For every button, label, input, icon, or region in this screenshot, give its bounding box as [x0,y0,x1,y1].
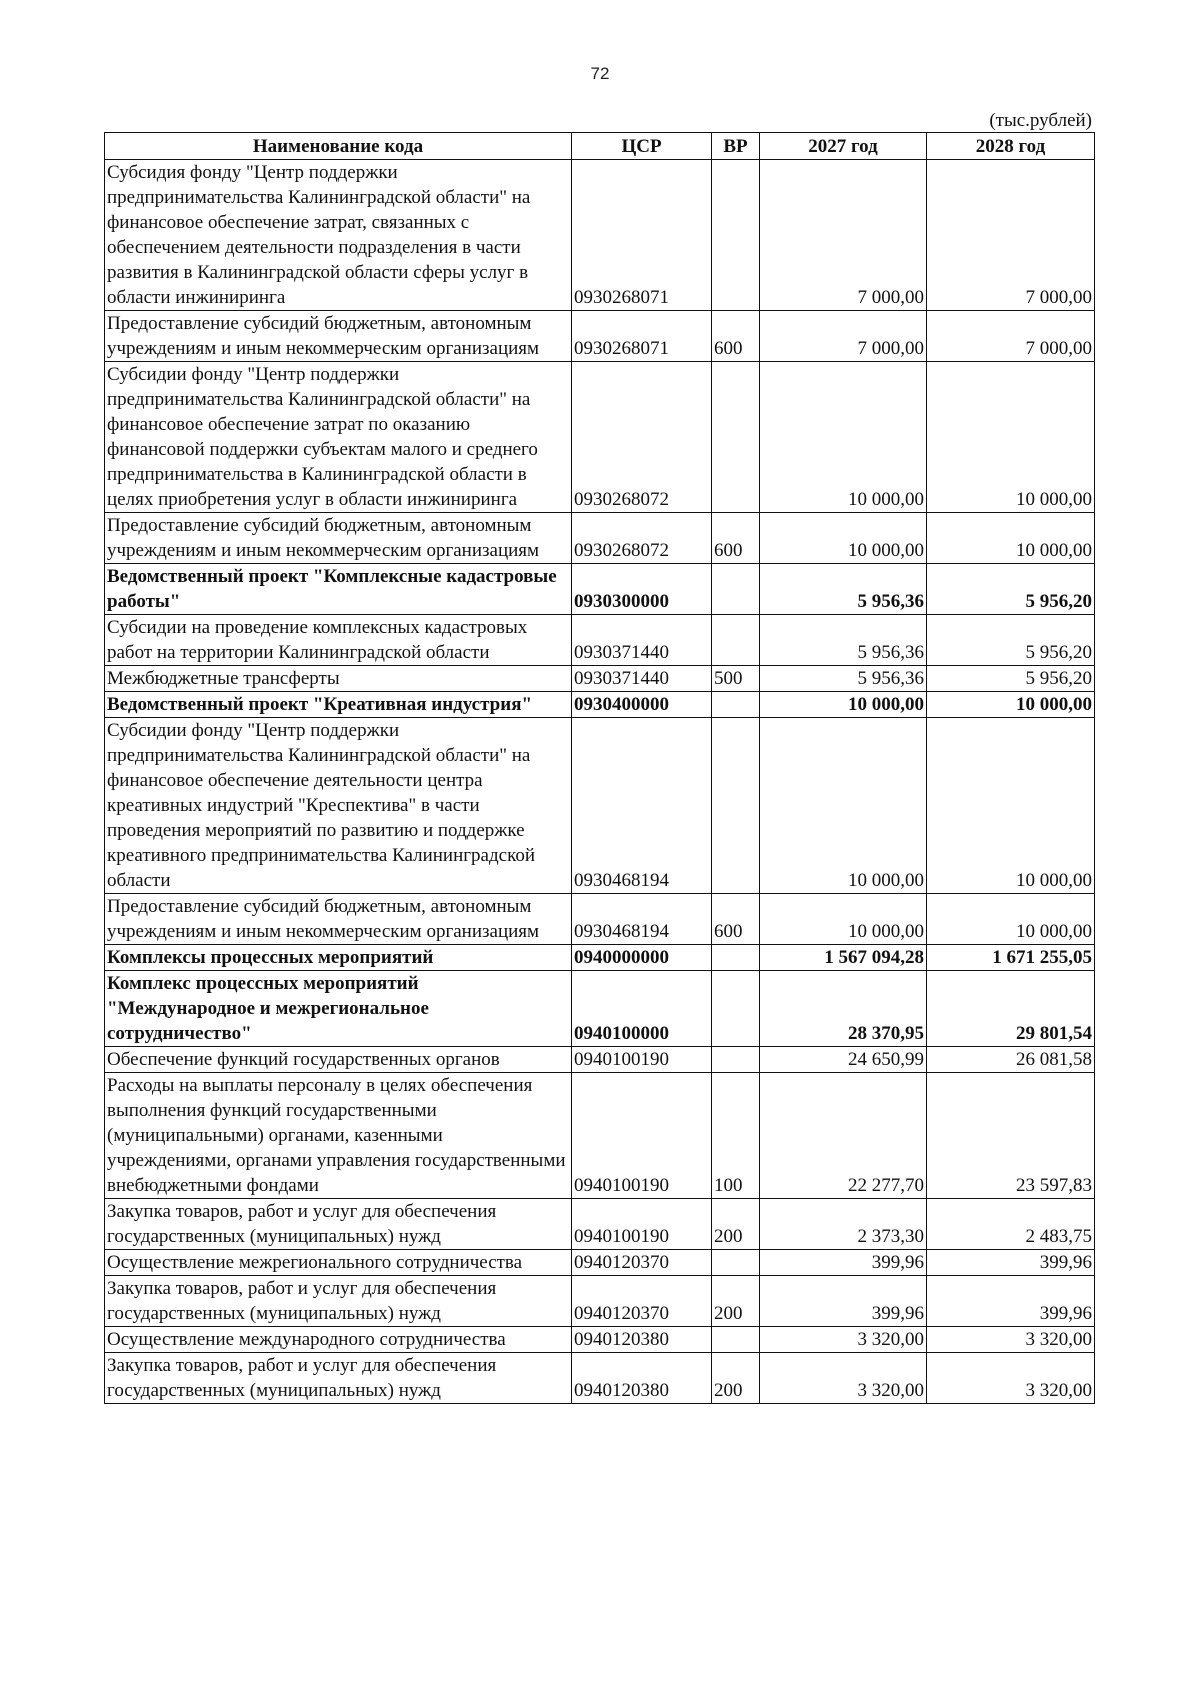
row-name-cell: Предоставление субсидий бюджетным, автономным учреждениям и иным некоммерческим организациям [105,513,572,564]
table-row [105,513,1095,564]
row-2028-cell: 3 320,00 [927,1327,1095,1353]
row-2027-cell: 10 000,00 [760,718,927,894]
row-2028-cell: 1 671 255,05 [927,945,1095,971]
row-vr-cell: 200 [712,1276,760,1327]
row-vr-cell [712,1250,760,1276]
row-2028-cell: 26 081,58 [927,1047,1095,1073]
row-2028-cell: 3 320,00 [927,1353,1095,1404]
header-name: Наименование кода [105,133,572,160]
row-2028-cell: 5 956,20 [927,666,1095,692]
row-2027-cell: 10 000,00 [760,692,927,718]
row-vr-cell [712,718,760,894]
table-row [105,666,1095,692]
row-2027-cell: 399,96 [760,1250,927,1276]
table-row [105,311,1095,362]
row-2028-cell: 2 483,75 [927,1199,1095,1250]
table-row [105,1353,1095,1404]
row-vr-cell: 100 [712,1073,760,1199]
row-2028-cell: 10 000,00 [927,894,1095,945]
table-row [105,894,1095,945]
row-csr-cell: 0940120370 [572,1250,712,1276]
row-name-cell: Обеспечение функций государственных органов [105,1047,572,1073]
table-row [105,160,1095,311]
row-csr-cell: 0940120370 [572,1276,712,1327]
row-name-cell: Субсидии фонду "Центр поддержки предпринимательства Калининградской области" на финансовое обеспечение затрат по оказанию финансовой поддержки субъектам малого и среднего предпринимательства в Калининградской области в целях приобретения услуг в области инжиниринга [105,362,572,513]
row-csr-cell: 0940120380 [572,1327,712,1353]
row-2028-cell: 399,96 [927,1276,1095,1327]
units-label: (тыс.рублей) [989,110,1092,131]
row-csr-cell: 0940000000 [572,945,712,971]
row-csr-cell: 0930468194 [572,894,712,945]
row-csr-cell: 0940120380 [572,1353,712,1404]
page-number: 72 [590,64,610,83]
row-csr-cell: 0940100190 [572,1199,712,1250]
row-name-cell: Комплекс процессных мероприятий "Международное и межрегиональное сотрудничество" [105,971,572,1047]
table-row [105,1047,1095,1073]
row-2027-cell: 3 320,00 [760,1327,927,1353]
row-2027-cell: 5 956,36 [760,564,927,615]
row-name-cell: Межбюджетные трансферты [105,666,572,692]
row-vr-cell: 600 [712,311,760,362]
row-2027-cell: 10 000,00 [760,362,927,513]
row-vr-cell [712,692,760,718]
row-2027-cell: 24 650,99 [760,1047,927,1073]
row-2027-cell: 7 000,00 [760,311,927,362]
table-row [105,362,1095,513]
row-2028-cell: 399,96 [927,1250,1095,1276]
row-name-cell: Расходы на выплаты персоналу в целях обеспечения выполнения функций государственными (муниципальными) органами, казенными учреждениями, органами управления государственными внебюджетными фондами [105,1073,572,1199]
row-csr-cell: 0930268072 [572,362,712,513]
row-2027-cell: 28 370,95 [760,971,927,1047]
row-2027-cell: 399,96 [760,1276,927,1327]
row-csr-cell: 0940100190 [572,1047,712,1073]
row-name-cell: Ведомственный проект "Креативная индустрия" [105,692,572,718]
row-vr-cell [712,362,760,513]
row-vr-cell: 600 [712,894,760,945]
row-vr-cell [712,1047,760,1073]
row-name-cell: Субсидии на проведение комплексных кадастровых работ на территории Калининградской области [105,615,572,666]
row-2028-cell: 10 000,00 [927,362,1095,513]
table-row [105,692,1095,718]
row-vr-cell: 200 [712,1199,760,1250]
row-vr-cell: 500 [712,666,760,692]
row-name-cell: Закупка товаров, работ и услуг для обеспечения государственных (муниципальных) нужд [105,1276,572,1327]
row-name-cell: Осуществление международного сотрудничества [105,1327,572,1353]
row-name-cell: Закупка товаров, работ и услуг для обеспечения государственных (муниципальных) нужд [105,1353,572,1404]
table-row [105,1199,1095,1250]
row-2028-cell: 23 597,83 [927,1073,1095,1199]
row-csr-cell: 0930371440 [572,615,712,666]
row-2028-cell: 29 801,54 [927,971,1095,1047]
row-2028-cell: 7 000,00 [927,160,1095,311]
table-body [105,160,1095,1404]
row-2027-cell: 10 000,00 [760,513,927,564]
row-2027-cell: 3 320,00 [760,1353,927,1404]
table-row [105,1276,1095,1327]
row-name-cell: Комплексы процессных мероприятий [105,945,572,971]
table-row [105,1327,1095,1353]
row-csr-cell: 0930268072 [572,513,712,564]
row-vr-cell: 200 [712,1353,760,1404]
table-row [105,718,1095,894]
row-csr-cell: 0930468194 [572,718,712,894]
row-csr-cell: 0930268071 [572,160,712,311]
row-name-cell: Субсидии фонду "Центр поддержки предпринимательства Калининградской области" на финансовое обеспечение деятельности центра креативных индустрий "Креспектива" в части проведения мероприятий по развитию и поддержке креативного предпринимательства Калининградской области [105,718,572,894]
table-row [105,615,1095,666]
table-row [105,945,1095,971]
row-csr-cell: 0940100190 [572,1073,712,1199]
row-name-cell: Предоставление субсидий бюджетным, автономным учреждениям и иным некоммерческим организациям [105,894,572,945]
row-2027-cell: 7 000,00 [760,160,927,311]
row-vr-cell [712,971,760,1047]
header-csr: ЦСР [572,133,712,160]
header-2028: 2028 год [927,133,1095,160]
row-2027-cell: 5 956,36 [760,615,927,666]
row-2028-cell: 5 956,20 [927,615,1095,666]
row-2028-cell: 7 000,00 [927,311,1095,362]
row-2028-cell: 10 000,00 [927,692,1095,718]
row-vr-cell [712,564,760,615]
table-row [105,971,1095,1047]
row-2027-cell: 22 277,70 [760,1073,927,1199]
row-vr-cell: 600 [712,513,760,564]
row-vr-cell [712,160,760,311]
row-2028-cell: 5 956,20 [927,564,1095,615]
row-name-cell: Субсидия фонду "Центр поддержки предпринимательства Калининградской области" на финансовое обеспечение затрат, связанных с обеспечением деятельности подразделения в части развития в Калининградской области сферы услуг в области инжиниринга [105,160,572,311]
row-vr-cell [712,945,760,971]
header-2027: 2027 год [760,133,927,160]
row-name-cell: Предоставление субсидий бюджетным, автономным учреждениям и иным некоммерческим организациям [105,311,572,362]
row-name-cell: Осуществление межрегионального сотрудничества [105,1250,572,1276]
table-row [105,1073,1095,1199]
row-csr-cell: 0930371440 [572,666,712,692]
row-vr-cell [712,1327,760,1353]
table-header-row [105,133,1095,160]
row-2027-cell: 1 567 094,28 [760,945,927,971]
table-row [105,1250,1095,1276]
budget-table [104,132,1095,1404]
table-row [105,564,1095,615]
row-name-cell: Ведомственный проект "Комплексные кадастровые работы" [105,564,572,615]
row-2027-cell: 10 000,00 [760,894,927,945]
row-csr-cell: 0930400000 [572,692,712,718]
row-csr-cell: 0930300000 [572,564,712,615]
row-2028-cell: 10 000,00 [927,513,1095,564]
row-name-cell: Закупка товаров, работ и услуг для обеспечения государственных (муниципальных) нужд [105,1199,572,1250]
row-2027-cell: 2 373,30 [760,1199,927,1250]
header-vr: ВР [712,133,760,160]
row-2027-cell: 5 956,36 [760,666,927,692]
row-csr-cell: 0940100000 [572,971,712,1047]
row-csr-cell: 0930268071 [572,311,712,362]
row-2028-cell: 10 000,00 [927,718,1095,894]
row-vr-cell [712,615,760,666]
